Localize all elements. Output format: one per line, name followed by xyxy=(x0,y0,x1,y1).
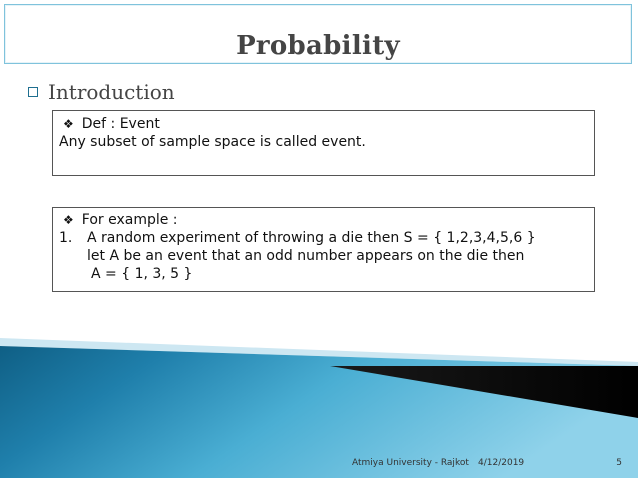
definition-text: Any subset of sample space is called event. xyxy=(59,134,366,150)
definition-heading: Def : Event xyxy=(81,116,160,132)
page-number: 5 xyxy=(616,458,622,468)
example-item-line-2: let A be an event that an odd number appears on the die then xyxy=(87,248,525,264)
band-blue xyxy=(0,346,638,478)
example-item-number: 1. xyxy=(59,230,73,246)
footer-date: 4/12/2019 xyxy=(478,458,525,468)
footer-organization: Atmiya University - Rajkot xyxy=(352,458,469,468)
diamond-bullet-icon: ❖ xyxy=(63,117,74,131)
example-item-line-3: A = { 1, 3, 5 } xyxy=(91,266,193,282)
example-item-line-1: A random experiment of throwing a die then S = { 1,2,3,4,5,6 } xyxy=(87,230,536,246)
slide-title: Probability xyxy=(236,31,400,61)
example-heading: For example : xyxy=(81,212,178,228)
diamond-bullet-icon: ❖ xyxy=(63,213,74,227)
intro-label: Introduction xyxy=(48,80,175,104)
